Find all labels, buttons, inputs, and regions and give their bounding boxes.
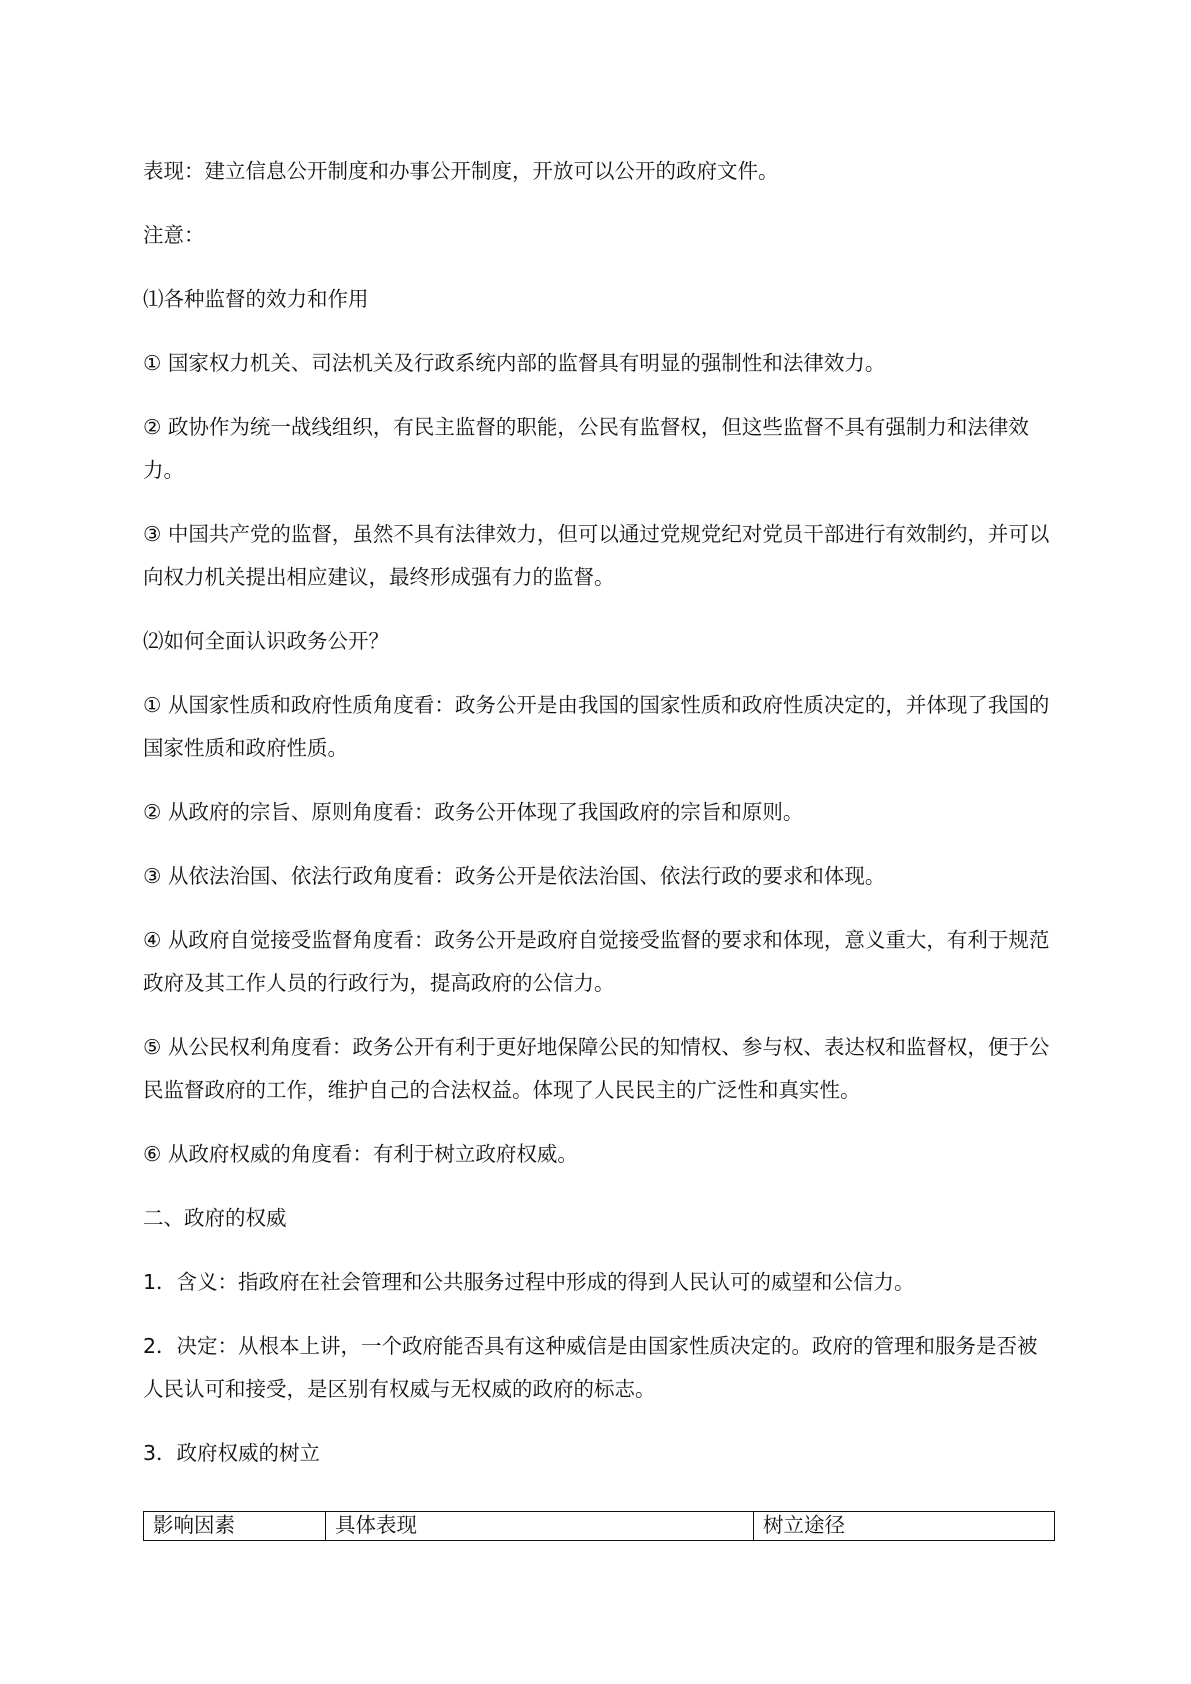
paragraph-expression: 表现：建立信息公开制度和办事公开制度，开放可以公开的政府文件。 [143,159,779,183]
section-heading: 二、政府的权威 [143,1206,287,1230]
paragraph-subheading-openness: ⑵如何全面认识政务公开？ [143,629,389,653]
paragraph-item: ② 从政府的宗旨、原则角度看：政务公开体现了我国政府的宗旨和原则。 [143,800,804,824]
paragraph-subheading-supervision: ⑴各种监督的效力和作用 [143,287,369,311]
paragraph-item: 2．决定：从根本上讲，一个政府能否具有这种威信是由国家性质决定的。政府的管理和服务是否被人民认可和接受，是区别有权威与无权威的政府的标志。 [143,1334,1038,1401]
paragraph-item: ② 政协作为统一战线组织，有民主监督的职能，公民有监督权，但这些监督不具有强制力和法律效力。 [143,415,1029,482]
paragraph-item: ⑤ 从公民权利角度看：政务公开有利于更好地保障公民的知情权、参与权、表达权和监督权，便于公民监督政府的工作，维护自己的合法权益。体现了人民民主的广泛性和真实性。 [143,1035,1050,1102]
paragraph-item: ① 从国家性质和政府性质角度看：政务公开是由我国的国家性质和政府性质决定的，并体现了我国的国家性质和政府性质。 [143,693,1050,760]
paragraph-item: 1．含义：指政府在社会管理和公共服务过程中形成的得到人民认可的威望和公信力。 [143,1270,915,1294]
paragraph-item: ④ 从政府自觉接受监督角度看：政务公开是政府自觉接受监督的要求和体现，意义重大，有利于规范政府及其工作人员的行政行为，提高政府的公信力。 [143,928,1050,995]
paragraph-note: 注意： [143,223,205,247]
table-header-cell: 影响因素 [144,1512,326,1540]
paragraph-item: ① 国家权力机关、司法机关及行政系统内部的监督具有明显的强制性和法律效力。 [143,351,886,375]
document-body [143,150,1055,1496]
paragraph-item: ③ 从依法治国、依法行政角度看：政务公开是依法治国、依法行政的要求和体现。 [143,864,886,888]
paragraph-item: 3．政府权威的树立 [143,1441,321,1465]
table-header-cell: 具体表现 [326,1512,754,1540]
authority-table [143,1511,1055,1541]
paragraph-item: ⑥ 从政府权威的角度看：有利于树立政府权威。 [143,1142,578,1166]
paragraph-item: ③ 中国共产党的监督，虽然不具有法律效力，但可以通过党规党纪对党员干部进行有效制约，并可以向权力机关提出相应建议，最终形成强有力的监督。 [143,522,1050,589]
table-header-cell: 树立途径 [763,1513,845,1537]
